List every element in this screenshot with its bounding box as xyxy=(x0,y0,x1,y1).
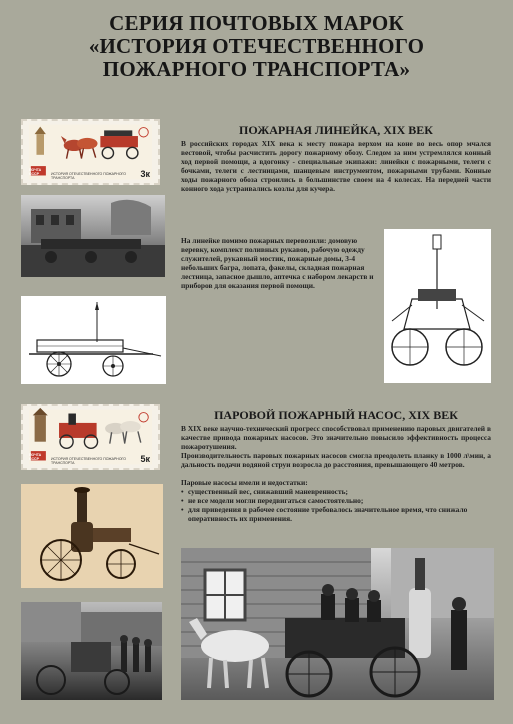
stamp-caption: ИСТОРИЯ ОТЕЧЕСТВЕННОГО ПОЖАРНОГО ТРАНСПОРТА xyxy=(51,172,126,180)
list-item: • существенный вес, снижавший маневренность; xyxy=(181,488,493,497)
section2-paragraph-2: Производительность паровых пожарных насосов смогла преодолеть планку в 1000 л\мин, а дальность подачи водяной струи возросла до расстояния, превышающего 40 метров. xyxy=(181,451,491,469)
page-title xyxy=(20,12,493,81)
drawing-image xyxy=(21,296,166,384)
photo-fire-brigade-street xyxy=(21,195,165,277)
stamp-steam-pump xyxy=(21,404,160,470)
photo-image xyxy=(181,548,494,700)
section2-paragraph-3: Паровые насосы имели и недостатки: xyxy=(181,478,308,487)
stamp-country: ПОЧТА СССР xyxy=(29,168,42,176)
photo-image xyxy=(21,195,165,277)
photo-firemen-steam-pump xyxy=(21,602,162,700)
section2-drawbacks-list xyxy=(181,488,493,524)
section2-heading: ПАРОВОЙ ПОЖАРНЫЙ НАСОС, XIX ВЕК xyxy=(214,408,458,422)
list-item: • для приведения в рабочее состояние требовалось значительное время, что снижало оперативность их применения. xyxy=(181,506,493,524)
drawing-fire-line-carriage xyxy=(21,296,166,384)
photo-image xyxy=(21,602,162,700)
title-line-2: «ИСТОРИЯ ОТЕЧЕСТВЕННОГО xyxy=(88,34,425,58)
photo-horse-steam-pump xyxy=(181,548,494,700)
stamp-fire-carriage xyxy=(21,119,160,185)
section1-paragraph-2: На линейке помимо пожарных перевозили: домовую веревку, комплект поливных рукавов, рабочую одежду служителей, рукавный мостик, пожарные домы, 3-4 небольших багра, лопата, факелы, складная пожарная лестница, запасное дышло, аптечка с набором лекарств и приборов для оказания первой помощи. xyxy=(181,236,374,290)
section2-paragraph-1: В XIX веке научно-технический прогресс способствовал применению паровых двигателей в качестве привода пожарных насосов. Это значительно повысило эффективность процесса пожаротушения. xyxy=(181,424,491,451)
drawing-fire-pump-cart xyxy=(384,229,491,383)
drawing-image xyxy=(384,229,491,383)
stamp-caption: ИСТОРИЯ ОТЕЧЕСТВЕННОГО ПОЖАРНОГО ТРАНСПОРТА xyxy=(51,457,126,465)
title-line-3: ПОЖАРНОГО ТРАНСПОРТА» xyxy=(102,57,411,81)
title-line-1: СЕРИЯ ПОЧТОВЫХ МАРОК xyxy=(109,11,404,35)
list-item: • не все модели могли передвигаться самостоятельно; xyxy=(181,497,493,506)
drawing-steam-pump-sepia xyxy=(21,484,163,588)
stamp-country: ПОЧТА СССР xyxy=(29,453,42,461)
stamp-value: 5к xyxy=(140,454,150,464)
section1-paragraph-1: В российских городах XIX века к месту пожара верхом на коне во весь опор мчался вестовой, чтобы расчистить дорогу пожарному обозу. Следом за ним устремлялся конный ход первой помощи, а вдогонку - специальные экипажи: линейки с пожарными, телеги с бочками, телеги с лестницами, шанцевым инструментом, пожарными трубами. Конные ходы пожарного обоза строились в большинстве своем на 4 колесах. На передней части конного хода устраивались козлы для кучера. xyxy=(181,139,491,193)
section1-heading: ПОЖАРНАЯ ЛИНЕЙКА, XIX ВЕК xyxy=(239,123,433,137)
stamp-value: 3к xyxy=(140,169,150,179)
drawing-image xyxy=(21,484,163,588)
